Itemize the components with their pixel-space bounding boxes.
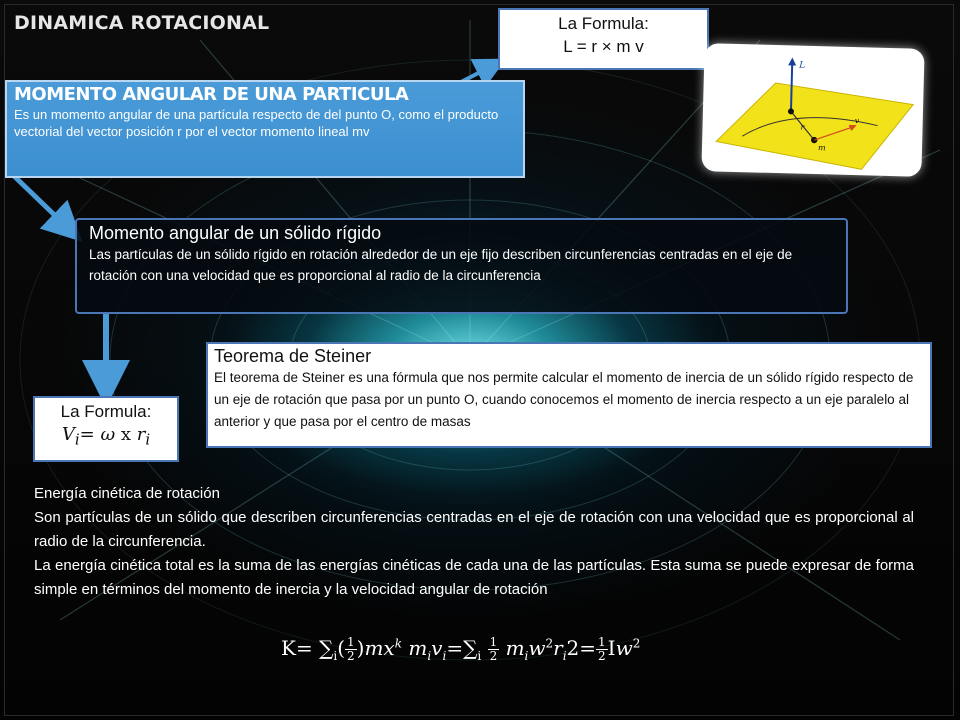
diagram-L-label: L [799,60,806,71]
formula-box-angular-momentum [498,8,709,70]
velocity-formula-label: La Formula: [60,402,152,421]
diagram-m-label: m [817,143,826,153]
arrow-to-solido [14,176,68,228]
particula-text: Es un momento angular de una partícula respecto de del punto O, como el producto vectorial del vector posición r por el vector momento lineal mv [14,107,499,139]
formula-label: La Formula: [558,14,649,33]
formula-equation: L = r × m v [563,37,644,56]
particula-heading: MOMENTO ANGULAR DE UNA PARTICULA [14,84,409,105]
formula-box-velocity [33,396,179,462]
velocity-formula-equation: $V_i= \omega$ x $r_i$ [61,424,151,449]
angular-momentum-diagram [701,43,924,177]
page-title: DINAMICA ROTACIONAL [14,12,270,34]
steiner-text: El teorema de Steiner es una fórmula que nos permite calcular el momento de inercia de un sólido rígido respecto de un eje de rotación que pasa por un punto O, cuando conocemos el momento de inercia respecto a un eje paralelo al anterior y que pasa por el centro de masas [214,370,914,429]
steiner-heading: Teorema de Steiner [214,346,372,366]
energy-formula: $K= \sum_i$( $\frac{1}{2}$ )$mx^k$ $m_iv_i=\sum_i$ $\frac{1}{2}$ $m_iw^2r_i2=$ $\frac{1}{2}$ Iw$^2$ [281,635,641,663]
energia-cinetica-section [34,482,914,602]
diagram-v-label: v [854,116,860,126]
box-teorema-steiner [206,342,932,448]
energia-heading: Energía cinética de rotación [34,485,220,502]
solido-heading: Momento angular de un sólido rígido [89,223,382,243]
box-momento-particula [5,80,525,178]
box-momento-solido [75,218,848,314]
energia-paragraph-1: Son partículas de un sólido que describen circunferencias centradas en el eje de rotación con una velocidad que es proporcional al radio de la circunferencia. [34,509,914,550]
diagram-r-label: r [800,122,805,132]
solido-text: Las partículas de un sólido rígido en rotación alrededor de un eje fijo describen circunferencias centradas en el eje de rotación con una velocidad que es proporcional al radio de la circunferencia [89,247,793,283]
energia-paragraph-2: La energía cinética total es la suma de las energías cinéticas de cada una de las partículas. Esta suma se puede expresar de forma simple en términos del momento de inercia y la velocidad angular de rotación [34,557,914,598]
